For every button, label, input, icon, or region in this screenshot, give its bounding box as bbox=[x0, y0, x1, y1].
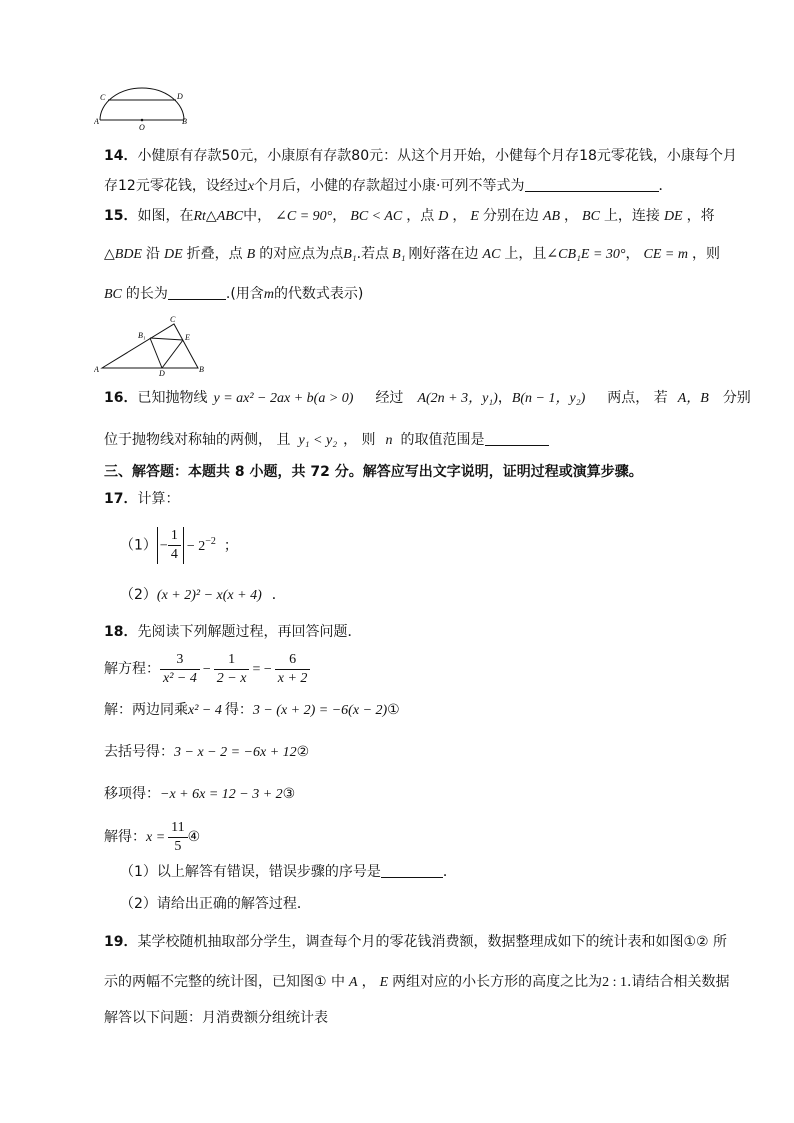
semicircle-figure bbox=[94, 84, 190, 134]
q15-t: ， bbox=[452, 208, 467, 224]
q16-text: 位于抛物线对称轴的两侧， 且 bbox=[104, 432, 291, 448]
q15-t: ，则 bbox=[691, 246, 720, 262]
absolute-value bbox=[157, 527, 184, 565]
q15-triangle-bde: △BDE bbox=[104, 247, 142, 262]
q15-t: ，将 bbox=[686, 208, 715, 224]
q14-line2 bbox=[104, 176, 673, 197]
q15-t: ， bbox=[332, 208, 347, 224]
q15-point-b1: B₁ bbox=[392, 247, 406, 262]
step-marker-1: ① bbox=[387, 702, 400, 718]
step-label: 得： bbox=[224, 702, 253, 718]
q15-t: 的长为 bbox=[125, 286, 168, 302]
q18-step2 bbox=[104, 742, 309, 763]
q15-point-b1: B₁ bbox=[343, 247, 357, 262]
q17-part2-label: （2） bbox=[120, 587, 157, 603]
fraction-1-over-2-x bbox=[214, 651, 250, 688]
q18-step1 bbox=[104, 700, 400, 721]
exponent: −2 bbox=[205, 536, 216, 547]
q15-point-b: B bbox=[246, 247, 256, 262]
neg-sign: − bbox=[159, 538, 168, 554]
step2-equation: 3 − x − 2 = −6x + 12 bbox=[174, 745, 297, 760]
semicircle-arc bbox=[100, 88, 184, 120]
label-a: A bbox=[94, 365, 99, 374]
q15-number: 15． bbox=[104, 208, 138, 224]
denominator: 5 bbox=[174, 838, 182, 854]
q16-text: 的取值范围是 bbox=[400, 432, 485, 448]
q14-text1: 小健原有存款50元，小康原有存款80元：从这个月开始，小健每个月存18元零花钱，小康每个月 bbox=[137, 148, 737, 164]
q16-point-a: A(2n + 3，y₁) bbox=[417, 391, 498, 406]
q15-side-ac: AC bbox=[482, 247, 501, 262]
q14-text2b: 个月后，小健的存款超过小康·可列不等式为 bbox=[254, 178, 525, 194]
q15-t: 分别在边 bbox=[482, 208, 539, 224]
q19-line3: 解答以下问题：月消费额分组统计表 bbox=[104, 1010, 328, 1026]
q16-text: 经过 bbox=[375, 390, 404, 406]
q18-intro-text: 先阅读下列解题过程，再回答问题． bbox=[137, 624, 362, 640]
q14-end: ． bbox=[658, 178, 673, 194]
step-label: 移项得： bbox=[104, 786, 160, 802]
minus: − bbox=[202, 662, 211, 677]
q16-ab: A，B bbox=[677, 391, 709, 406]
q14-line1 bbox=[104, 146, 737, 166]
q19-number: 19． bbox=[104, 934, 138, 950]
step-label: 解得： bbox=[104, 829, 146, 845]
q15-t: 折叠，点 bbox=[186, 246, 243, 262]
q15-t: 的代数式表示) bbox=[273, 286, 364, 302]
q15-t: ， bbox=[564, 208, 579, 224]
label-b: B bbox=[199, 365, 204, 374]
fraction-11-over-5 bbox=[168, 819, 187, 856]
q19-group-a: A bbox=[349, 975, 358, 990]
q19-ratio: 2 : 1 bbox=[602, 975, 628, 990]
q15-angle-cb1e: ∠CB₁E = 30° bbox=[546, 247, 626, 262]
q15-t: ， bbox=[625, 246, 640, 262]
q15-t: .(用含 bbox=[225, 286, 264, 302]
minus-two: − 2 bbox=[186, 538, 206, 554]
q17-part2 bbox=[120, 585, 286, 606]
q16-text: 已知抛物线 bbox=[137, 390, 208, 406]
q18-equation bbox=[104, 650, 310, 689]
step-marker-4: ④ bbox=[187, 829, 201, 845]
q15-triangle-abc: Rt△ABC bbox=[193, 209, 244, 224]
q15-t: 上，且 bbox=[504, 246, 547, 262]
q18-step4 bbox=[104, 818, 200, 857]
q15-t: 沿 bbox=[145, 246, 160, 262]
period: ． bbox=[442, 864, 457, 880]
q15-t: 中， bbox=[243, 208, 272, 224]
q15-side-bc: BC bbox=[582, 209, 600, 224]
q16-line2 bbox=[104, 430, 549, 451]
fraction-one-quarter bbox=[168, 527, 181, 564]
q16-number: 16． bbox=[104, 390, 138, 406]
q15-t: 如图，在 bbox=[137, 208, 194, 224]
q19-text: 某学校随机抽取部分学生，调查每个月的零花钱消费额，数据整理成如下的统计表和如图①② 所 bbox=[137, 934, 728, 950]
semicolon: ； bbox=[223, 537, 238, 554]
label-c: C bbox=[170, 315, 176, 324]
q14-number: 14． bbox=[104, 148, 138, 164]
q18-number: 18． bbox=[104, 624, 138, 640]
q16-text: ， 则 bbox=[343, 432, 376, 448]
q15-segment-de: DE bbox=[163, 247, 183, 262]
q16-var-n: n bbox=[385, 433, 393, 448]
numerator: 6 bbox=[275, 651, 311, 670]
triangle-fold-figure bbox=[94, 314, 206, 376]
q15-angle-c: ∠C = 90° bbox=[275, 209, 333, 224]
q19-text: 示的两幅不完整的统计图，已知图① 中 bbox=[104, 974, 345, 990]
q16-line1 bbox=[104, 388, 751, 409]
solve-label: 解方程： bbox=[104, 661, 160, 677]
q19-line1 bbox=[104, 932, 727, 952]
q17-number: 17． bbox=[104, 491, 138, 507]
q18-ask2: （2）请给出正确的解答过程． bbox=[120, 896, 311, 912]
denominator: 2 − x bbox=[216, 670, 247, 686]
q19-text: ， bbox=[361, 974, 376, 990]
q16-text: 分别 bbox=[722, 390, 751, 406]
q15-t: ，点 bbox=[406, 208, 435, 224]
label-a: A bbox=[94, 117, 99, 126]
q15-segment-de: DE bbox=[663, 209, 683, 224]
fraction-3-over-x2-4 bbox=[160, 651, 200, 688]
q19-text: 两组对应的小长方形的高度之比为 bbox=[392, 974, 603, 990]
q19-group-e: E bbox=[379, 975, 389, 990]
fraction-6-over-x-2 bbox=[275, 651, 311, 688]
q14-var-x: x bbox=[247, 179, 255, 194]
q17-title-text: 计算： bbox=[137, 491, 180, 507]
q15-side-bc: BC bbox=[104, 287, 122, 302]
q19-text: .请结合相关数据 bbox=[627, 974, 730, 990]
q18-intro bbox=[104, 622, 361, 642]
q16-point-b: B(n − 1，y₂) bbox=[511, 391, 586, 406]
q15-point-e: E bbox=[470, 209, 479, 224]
label-e: E bbox=[185, 333, 190, 342]
q15-side-ab: AB bbox=[542, 209, 561, 224]
q15-bc-lt-ac: BC < AC bbox=[350, 209, 403, 224]
q15-line1 bbox=[104, 206, 715, 227]
q17-expression2: (x + 2)² − x(x + 4) bbox=[156, 588, 262, 603]
label-c: C bbox=[100, 93, 106, 102]
q16-text: 两点， 若 bbox=[607, 390, 668, 406]
step1-multiplier: x² − 4 bbox=[188, 703, 222, 718]
equals-neg: = − bbox=[252, 662, 272, 677]
q18-answer-blank[interactable] bbox=[381, 863, 443, 878]
label-b1: B₁ bbox=[138, 331, 146, 340]
numerator: 11 bbox=[168, 819, 187, 838]
denominator: x² − 4 bbox=[163, 670, 197, 686]
step-marker-3: ③ bbox=[282, 786, 296, 802]
label-d: D bbox=[159, 369, 165, 376]
q16-answer-blank[interactable] bbox=[485, 431, 549, 446]
center-o-dot bbox=[141, 119, 144, 122]
segment-b1-d bbox=[150, 338, 162, 368]
q17-part1-label: （1） bbox=[120, 537, 157, 554]
label-d: D bbox=[177, 92, 183, 101]
q17-title bbox=[104, 489, 179, 509]
q15-t: .若点 bbox=[356, 246, 390, 262]
triangle-abc bbox=[102, 324, 198, 368]
q16-sep: ， bbox=[497, 390, 512, 406]
q17-part1 bbox=[120, 524, 238, 565]
step4-x: x = bbox=[146, 830, 166, 845]
label-b: B bbox=[182, 117, 187, 126]
denominator: x + 2 bbox=[277, 670, 308, 686]
q16-parabola-eq: y = ax² − 2ax + b(a > 0) bbox=[213, 391, 354, 406]
q15-point-d: D bbox=[438, 209, 449, 224]
step1-equation: 3 − (x + 2) = −6(x − 2) bbox=[252, 703, 388, 718]
q15-line3 bbox=[104, 284, 363, 305]
q15-t: 刚好落在边 bbox=[408, 246, 479, 262]
q16-inequality: y₁ < y₂ bbox=[298, 433, 338, 448]
segment-d-e bbox=[162, 340, 183, 368]
q18-step3 bbox=[104, 784, 295, 805]
q19-line2 bbox=[104, 972, 729, 993]
q14-text2: 存12元零花钱，设经过 bbox=[104, 178, 248, 194]
q15-line2 bbox=[104, 244, 720, 265]
denominator: 4 bbox=[170, 546, 178, 562]
q15-ce-eq-m: CE = m bbox=[643, 247, 688, 262]
section-heading: 三、解答题：本题共 8 小题，共 72 分。解答应写出文字说明，证明过程或演算步骤。 bbox=[104, 464, 643, 480]
q15-answer-blank[interactable] bbox=[168, 285, 226, 300]
q15-t: 的对应点为点 bbox=[259, 246, 344, 262]
step-label: 去括号得： bbox=[104, 744, 174, 760]
ask1-text: （1）以上解答有错误，错误步骤的序号是 bbox=[120, 864, 381, 880]
q14-answer-blank[interactable] bbox=[525, 177, 659, 192]
step3-equation: −x + 6x = 12 − 3 + 2 bbox=[160, 787, 283, 802]
q18-ask1 bbox=[120, 862, 457, 882]
q15-t: 上，连接 bbox=[603, 208, 660, 224]
q15-var-m: m bbox=[263, 287, 274, 302]
numerator: 1 bbox=[168, 527, 181, 546]
step-label: 解：两边同乘 bbox=[104, 702, 188, 718]
segment-b1-e bbox=[150, 338, 183, 340]
step-marker-2: ② bbox=[296, 744, 310, 760]
numerator: 3 bbox=[160, 651, 200, 670]
numerator: 1 bbox=[214, 651, 250, 670]
period: ． bbox=[271, 587, 286, 603]
label-o: O bbox=[139, 123, 145, 132]
